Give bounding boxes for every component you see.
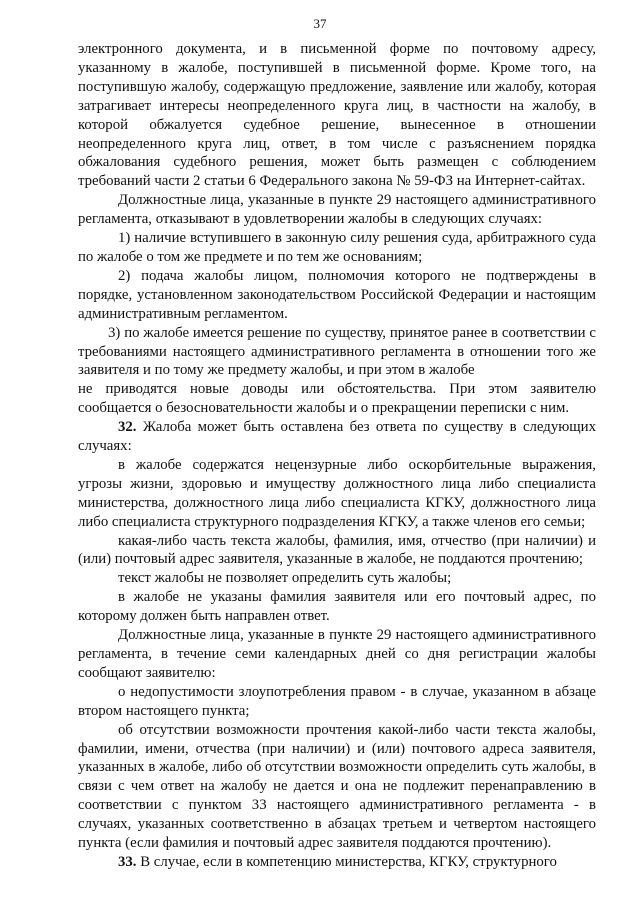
paragraph: в жалобе содержатся нецензурные либо оскорбительные выражения, угрозы жизни, здоровью и имуществу должностного лица либо специалиста министерства, должностного лица либо специалиста КГКУ, должностного лица либо специалиста структурного подразделения КГКУ, а также членов его семьи; [78, 456, 596, 530]
section-33-paragraph [78, 853, 596, 872]
paragraph: Должностные лица, указанные в пункте 29 настоящего административного регламента, в течение семи календарных дней со дня регистрации жалобы сообщают заявителю: [78, 627, 596, 681]
section-number: 32. [118, 419, 137, 436]
paragraph: о недопустимости злоупотребления правом - в случае, указанном в абзаце втором настоящего пункта; [78, 683, 596, 719]
section-number: 33. [118, 853, 137, 870]
document-body [78, 40, 596, 872]
section-33-text: В случае, если в компетенцию министерства, КГКУ, структурного [140, 853, 557, 870]
paragraph: в жалобе не указаны фамилия заявителя или его почтовый адрес, по которому должен быть направлен ответ. [78, 589, 596, 625]
paragraph: об отсутствии возможности прочтения какой-либо части текста жалобы, фамилии, имени, отчества (при наличии) и (или) почтового адреса заявителя, указанных в жалобе, либо об отсутствии возможности определить суть жалобы, в связи с чем ответ на жалобу не дается и она не подлежит перенаправлению в соответствии с пунктом 33 настоящего административного регламента - в случаях, указанных соответственно в абзацах третьем и четвертом настоящего пункта (если фамилия и почтовый адрес заявителя поддаются прочтению). [78, 721, 596, 852]
paragraph: 1) наличие вступившего в законную силу решения суда, арбитражного суда по жалобе о том же предмете и по тем же основаниям; [78, 230, 596, 265]
section-32-paragraph [78, 418, 596, 456]
page-number: 37 [313, 16, 327, 31]
paragraph: текст жалобы не позволяет определить суть жалобы; [118, 570, 452, 587]
paragraph: какая-либо часть текста жалобы, фамилия, имя, отчество (при наличии) и (или) почтовый адрес заявителя, указанные в жалобе, не поддаются прочтению; [78, 532, 596, 568]
paragraph: не приводятся новые доводы или обстоятельства. При этом заявителю сообщается о безосновательности жалобы и о прекращении переписки с ним. [78, 381, 596, 417]
section-32-text: Жалоба может быть оставлена без ответа по существу в следующих случаях: [78, 419, 596, 455]
paragraph: Должностные лица, указанные в пункте 29 настоящего административного регламента, отказывают в удовлетворении жалобы в следующих случаях: [78, 192, 596, 228]
paragraph: 3) по жалобе имеется решение по существу, принятое ранее в соответствии с требованиями настоящего административного регламента в отношении того же заявителя и по тому же предмету жалобы, и при этом в жалобе [78, 324, 596, 379]
paragraph: 2) подача жалобы лицом, полномочия которого не подтверждены в порядке, установленном законодательством Российской Федерации и настоящим административным регламентом. [78, 267, 596, 322]
paragraph: электронного документа, и в письменной форме по почтовому адресу, указанному в жалобе, поступившей в письменной форме. Кроме того, на поступившую жалобу, содержащую предложение, заявление или жалобу, которая затрагивает интересы неопределенного круга лиц, в частности на жалобу, в которой обжалуется судебное решение, вынесенное в отношении неопределенного круга лиц, ответ, в том числе с разъяснением порядка обжалования судебного решения, может быть размещен с соблюдением требований части 2 статьи 6 Федерального закона № 59-ФЗ на Интернет-сайтах. [78, 41, 596, 190]
